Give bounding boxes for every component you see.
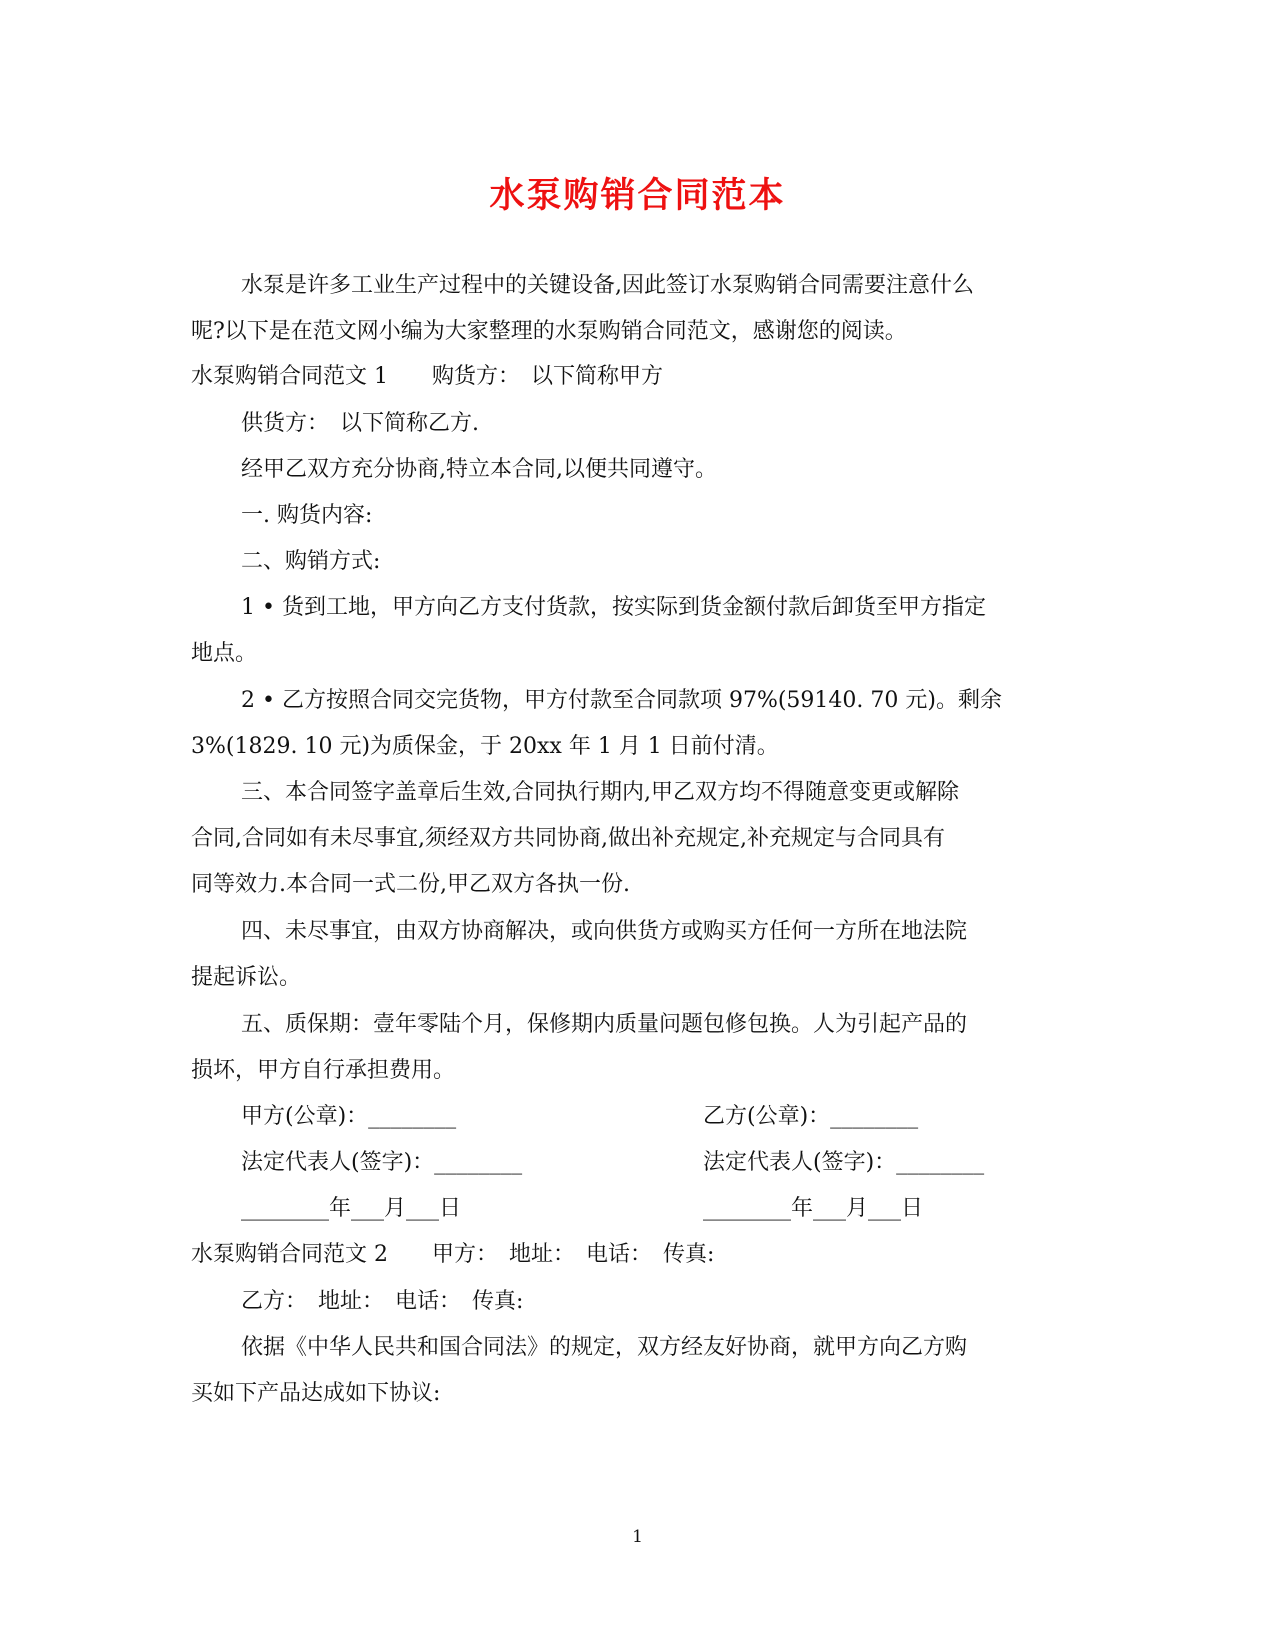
party-b-date: ________年___月___日: [703, 1196, 924, 1221]
item-2-line-1: 2 • 乙方按照合同交完货物，甲方付款至合同款项 97%(59140. 70 元)。剩余: [241, 688, 1002, 713]
clause-4-line-2: 提起诉讼。: [191, 965, 302, 990]
item-1-line-1: 1 • 货到工地，甲方向乙方支付货款，按实际到货金额付款后卸货至甲方指定: [241, 595, 986, 620]
sample2-party-b: 乙方： 地址： 电话： 传真:: [241, 1289, 524, 1314]
sample1-preface: 经甲乙双方充分协商,特立本合同,以便共同遵守。: [241, 457, 717, 482]
page-number: 1: [632, 1527, 643, 1547]
item-1-line-2: 地点。: [191, 641, 258, 666]
party-b-representative: 法定代表人(签字)：________: [703, 1150, 985, 1175]
clause-3-line-3: 同等效力.本合同一式二份,甲乙双方各执一份.: [191, 872, 630, 897]
party-a-seal: 甲方(公章)：________: [241, 1104, 457, 1129]
intro-line-1: 水泵是许多工业生产过程中的关键设备,因此签订水泵购销合同需要注意什么: [241, 273, 974, 298]
sample1-supplier: 供货方： 以下简称乙方.: [241, 411, 479, 436]
intro-line-2: 呢?以下是在范文网小编为大家整理的水泵购销合同范文，感谢您的阅读。: [191, 319, 907, 344]
sample2-header: 水泵购销合同范文 2 甲方： 地址： 电话： 传真:: [191, 1242, 715, 1267]
clause-5-line-1: 五、质保期：壹年零陆个月，保修期内质量问题包修包换。人为引起产品的: [241, 1012, 968, 1037]
clause-3-line-2: 合同,合同如有未尽事宜,须经双方共同协商,做出补充规定,补充规定与合同具有: [191, 826, 945, 851]
party-a-date: ________年___月___日: [241, 1196, 462, 1221]
item-2-line-2: 3%(1829. 10 元)为质保金，于 20xx 年 1 月 1 日前付清。: [191, 734, 779, 759]
sample2-basis-line-1: 依据《中华人民共和国合同法》的规定，双方经友好协商，就甲方向乙方购: [241, 1335, 968, 1360]
clause-4-line-1: 四、未尽事宜，由双方协商解决，或向供货方或购买方任何一方所在地法院: [241, 919, 968, 944]
party-a-representative: 法定代表人(签字)：________: [241, 1150, 523, 1175]
clause-2-heading: 二、购销方式:: [241, 549, 381, 574]
party-b-seal: 乙方(公章)：________: [703, 1104, 919, 1129]
clause-1-heading: 一. 购货内容:: [241, 503, 373, 528]
clause-3-line-1: 三、本合同签字盖章后生效,合同执行期内,甲乙双方均不得随意变更或解除: [241, 780, 959, 805]
sample1-header: 水泵购销合同范文 1 购货方： 以下简称甲方: [191, 364, 663, 389]
sample2-basis-line-2: 买如下产品达成如下协议:: [191, 1381, 441, 1406]
document-title: 水泵购销合同范本: [489, 175, 786, 216]
clause-5-line-2: 损坏，甲方自行承担费用。: [191, 1058, 456, 1083]
